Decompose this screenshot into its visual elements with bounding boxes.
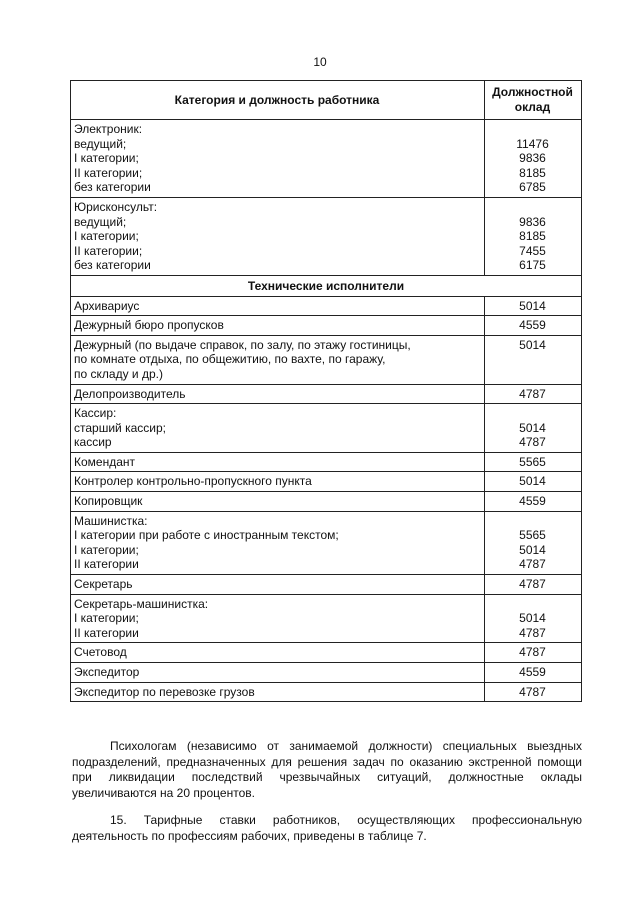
salary-cell [485, 663, 582, 683]
position-line: II категории [74, 557, 139, 572]
position-line: по комнате отдыха, по общежитию, по вахте, по гаражу, [74, 352, 386, 367]
table-row-item-13 [71, 682, 582, 702]
position-line: ведущий; [74, 136, 127, 151]
position-line: Секретарь-машинистка: [74, 596, 209, 611]
salary-cell [485, 682, 582, 702]
table-body [71, 120, 582, 702]
salary-value: 4559 [519, 494, 546, 509]
clause-15-paragraph: 15. Тарифные ставки работников, осуществляющих профессиональную деятельность по профессиям рабочих, приведены в таблице 7. [72, 813, 582, 843]
position-line: I категории; [74, 229, 139, 244]
page-number: 10 [313, 55, 327, 69]
table-row-item-6 [71, 472, 582, 492]
salary-value: 8185 [519, 229, 546, 244]
salary-cell [485, 472, 582, 492]
position-line: II категории; [74, 243, 143, 258]
position-line: Юрисконсульт: [74, 199, 158, 214]
salary-cell [485, 120, 582, 198]
header-salary-line1: Должностной [492, 85, 573, 99]
position-line: Комендант [74, 454, 136, 469]
position-line: ведущий; [74, 214, 127, 229]
position-line: I категории при работе с иностранным текстом; [74, 528, 339, 543]
table-row-item-11 [71, 643, 582, 663]
table-row-item-4 [71, 404, 582, 453]
salary-value: 5014 [519, 474, 546, 489]
position-line: Электроник: [74, 122, 143, 136]
salary-value: 4787 [519, 645, 546, 660]
position-line: I категории; [74, 542, 139, 557]
salary-cell [485, 197, 582, 275]
table-row-item-2 [71, 335, 582, 384]
header-salary [485, 81, 582, 120]
table-row-item-0 [71, 296, 582, 316]
salary-value: 5014 [519, 298, 546, 313]
position-line: Контролер контрольно-пропускного пункта [74, 474, 312, 489]
position-line: I категории; [74, 611, 139, 626]
salary-value: 4787 [519, 386, 546, 401]
position-cell [71, 452, 485, 472]
section-row [71, 275, 582, 296]
salary-value: 9836 [519, 214, 546, 229]
salary-value: 8185 [519, 165, 546, 180]
salary-value: 4787 [519, 435, 546, 450]
position-cell [71, 316, 485, 336]
header-position: Категория и должность работника [71, 81, 485, 120]
position-line: Экспедитор [74, 665, 140, 679]
table-header-row [71, 81, 582, 120]
position-line: без категории [74, 180, 151, 195]
table-row-item-10 [71, 594, 582, 643]
table-row-item-5 [71, 452, 582, 472]
table-row-item-3 [71, 384, 582, 404]
salary-value: 6785 [519, 180, 546, 195]
table-row-item-12 [71, 663, 582, 683]
salary-value: 6175 [519, 258, 546, 273]
salary-value: 4787 [519, 625, 546, 640]
table-row-group-1 [71, 197, 582, 275]
position-line: по складу и др.) [74, 366, 163, 381]
salary-value: 5014 [519, 337, 546, 352]
position-line: II категории; [74, 165, 143, 180]
salary-value: 5014 [519, 611, 546, 626]
salary-value: 4787 [519, 577, 546, 592]
position-cell [71, 511, 485, 574]
table-row-item-9 [71, 575, 582, 595]
salary-value: 4787 [519, 684, 546, 699]
psychologist-note-paragraph: Психологам (независимо от занимаемой должности) специальных выездных подразделений, предназначенных для решения задач по оказанию экстренной помощи при ликвидации последствий чрезвычайных ситуаций, должностные оклады увеличиваются на 20 процентов. [72, 739, 582, 800]
position-line: Машинистка: [74, 513, 148, 528]
salary-value: 9836 [519, 151, 546, 166]
position-cell [71, 120, 485, 198]
salary-cell [485, 452, 582, 472]
salary-cell [485, 384, 582, 404]
salary-cell [485, 296, 582, 316]
salary-value: 5014 [519, 420, 546, 435]
salary-cell [485, 492, 582, 512]
salary-value: 5565 [519, 454, 546, 469]
salary-cell [485, 594, 582, 643]
salary-value: 4559 [519, 665, 546, 679]
salary-value: 4559 [519, 318, 546, 333]
position-line: старший кассир; [74, 420, 166, 435]
position-line: Делопроизводитель [74, 386, 186, 401]
salary-value: 5014 [519, 542, 546, 557]
position-cell [71, 594, 485, 643]
position-cell [71, 296, 485, 316]
salary-value: 4787 [519, 557, 546, 572]
position-cell [71, 682, 485, 702]
position-line: Счетовод [74, 645, 127, 660]
header-salary-line2: оклад [514, 100, 551, 114]
position-line: Дежурный (по выдаче справок, по залу, по этажу гостиницы, [74, 337, 411, 352]
position-cell [71, 472, 485, 492]
salary-cell [485, 335, 582, 384]
table-row-group-0 [71, 120, 582, 198]
position-line: кассир [74, 435, 112, 450]
position-cell [71, 643, 485, 663]
position-line: Копировщик [74, 494, 143, 509]
salary-value: 5565 [519, 528, 546, 543]
position-cell [71, 663, 485, 683]
position-cell [71, 404, 485, 453]
salary-value: 11476 [516, 136, 549, 151]
position-line: Архивариус [74, 298, 140, 313]
salary-value: 7455 [519, 243, 546, 258]
salary-cell [485, 643, 582, 663]
position-line: I категории; [74, 151, 139, 166]
position-line: Дежурный бюро пропусков [74, 318, 224, 333]
position-line: без категории [74, 258, 151, 273]
salary-cell [485, 316, 582, 336]
salary-cell [485, 404, 582, 453]
position-cell [71, 492, 485, 512]
position-cell [71, 197, 485, 275]
position-line: Секретарь [74, 577, 133, 592]
table-row-item-7 [71, 492, 582, 512]
position-cell [71, 335, 485, 384]
position-line: II категории [74, 625, 139, 640]
position-cell [71, 575, 485, 595]
position-line: Кассир: [74, 406, 117, 421]
table-row-item-8 [71, 511, 582, 574]
table-row-item-1 [71, 316, 582, 336]
position-cell [71, 384, 485, 404]
salary-cell [485, 511, 582, 574]
position-line: Экспедитор по перевозке грузов [74, 684, 255, 699]
section-title: Технические исполнители [71, 275, 582, 296]
salary-table [70, 80, 582, 702]
salary-cell [485, 575, 582, 595]
